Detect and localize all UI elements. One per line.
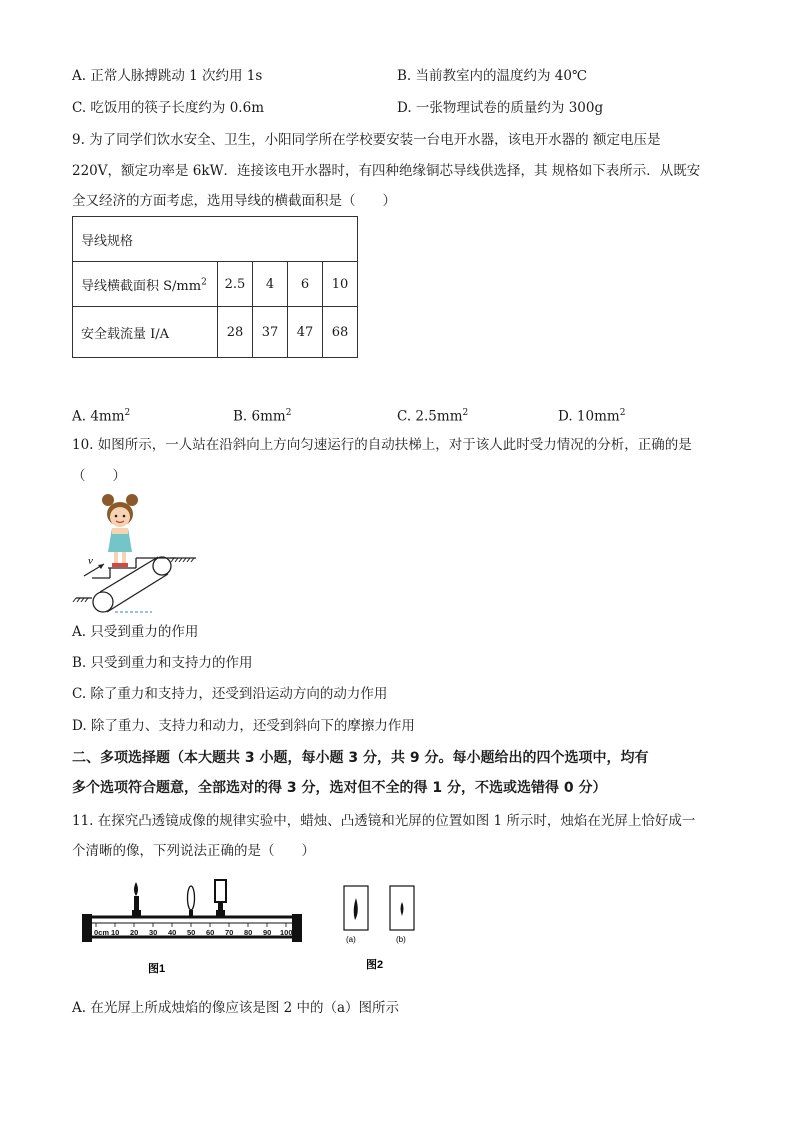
svg-text:20: 20 (130, 928, 139, 937)
svg-text:0cm: 0cm (94, 928, 110, 937)
table-cell: 2.5 (218, 262, 253, 307)
table-header: 导线规格 (73, 217, 358, 262)
table-cell: 28 (218, 307, 253, 358)
q9-option-c: C. $2.5mm^2$ (397, 408, 469, 425)
svg-text:40: 40 (168, 928, 177, 937)
q11-line-2: 个清晰的像，下列说法正确的是（ ） (72, 843, 315, 859)
q10-line-1: 10. 如图所示，一人站在沿斜向上方向匀速运行的自动扶梯上，对于该人此时受力情况的分析，正确的是 (72, 437, 692, 453)
svg-text:60: 60 (206, 928, 215, 937)
svg-text:50: 50 (187, 928, 196, 937)
figure-2-label-a: (a) (346, 935, 356, 944)
q10-option-a: A. 只受到重力的作用 (72, 624, 199, 640)
q8-option-d: D. 一张物理试卷的质量约为 300g (397, 100, 604, 116)
candle-icon (132, 882, 141, 917)
optical-bench-figure (72, 872, 312, 976)
q9-line-3: 全又经济的方面考虑，选用导线的横截面积是（ ） (72, 193, 396, 209)
section-2-heading-line-1: 二、多项选择题（本大题共 3 小题，每小题 3 分，共 9 分。每小题给出的四个选项中，均有 (72, 750, 649, 766)
svg-text:10: 10 (111, 928, 120, 937)
q9-option-d: D. $10mm^2$ (558, 408, 626, 425)
q10-option-c: C. 除了重力和支持力，还受到沿运动方向的动力作用 (72, 686, 388, 702)
q9-line-1: 9. 为了同学们饮水安全、卫生，小阳同学所在学校要安装一台电开水器，该电开水器的 额定电压是 (72, 132, 661, 148)
svg-text:30: 30 (149, 928, 158, 937)
q9-line-2: 220V，额定功率是 6kW．连接该电开水器时，有四种绝缘铜芯导线供选择，其 规格如下表所示．从既安 (72, 163, 701, 179)
q9-option-a: A. $4mm^2$ (72, 408, 131, 425)
svg-text:90: 90 (263, 928, 272, 937)
table-row-current (73, 307, 358, 358)
wire-spec-table (72, 216, 358, 358)
q10-option-b: B. 只受到重力和支持力的作用 (72, 655, 253, 671)
table-cell: 6 (288, 262, 323, 307)
table-cell: 47 (288, 307, 323, 358)
svg-text:70: 70 (225, 928, 234, 937)
table-row-label: 安全载流量 I/A (73, 307, 218, 358)
figure-2-label-b: (b) (396, 935, 406, 944)
light-screen-icon (215, 880, 226, 917)
q9-option-b: B. $6mm^2$ (233, 408, 292, 425)
q8-option-b: B. 当前教室内的温度约为 40℃ (397, 68, 588, 84)
escalator-shape (76, 557, 196, 612)
velocity-label: v (88, 555, 93, 567)
table-cell: 4 (253, 262, 288, 307)
svg-text:80: 80 (244, 928, 253, 937)
table-cell: 68 (323, 307, 358, 358)
figure-1-caption: 图1 (148, 963, 166, 975)
convex-lens-icon (188, 886, 195, 917)
q10-line-2: （ ） (72, 468, 126, 484)
table-cell: 10 (323, 262, 358, 307)
q11-line-1: 11. 在探究凸透镜成像的规律实验中，蜡烛、凸透镜和光屏的位置如图 1 所示时，烛焰在光屏上恰好成一 (72, 813, 696, 829)
figure-2 (338, 882, 438, 974)
escalator-figure (70, 490, 200, 616)
table-cell: 37 (253, 307, 288, 358)
velocity-arrow-icon (84, 564, 104, 576)
section-2-heading-line-2: 多个选项符合题意，全部选对的得 3 分，选对但不全的得 1 分，不选或选错得 0 分） (72, 780, 607, 796)
table-row-area (73, 262, 358, 307)
table-row-label: 导线横截面积 $S/mm^2$ (73, 262, 218, 307)
q10-option-d: D. 除了重力、支持力和动力，还受到斜向下的摩擦力作用 (72, 718, 415, 734)
svg-text:100: 100 (280, 928, 293, 937)
q8-option-c: C. 吃饭用的筷子长度约为 0.6m (72, 100, 264, 116)
q8-option-a: A. 正常人脉搏跳动 1 次约用 1s (72, 68, 263, 84)
q11-option-a: A. 在光屏上所成烛焰的像应该是图 2 中的（a）图所示 (72, 1000, 400, 1016)
girl-illustration (102, 494, 138, 567)
figure-2-caption: 图2 (366, 959, 384, 971)
